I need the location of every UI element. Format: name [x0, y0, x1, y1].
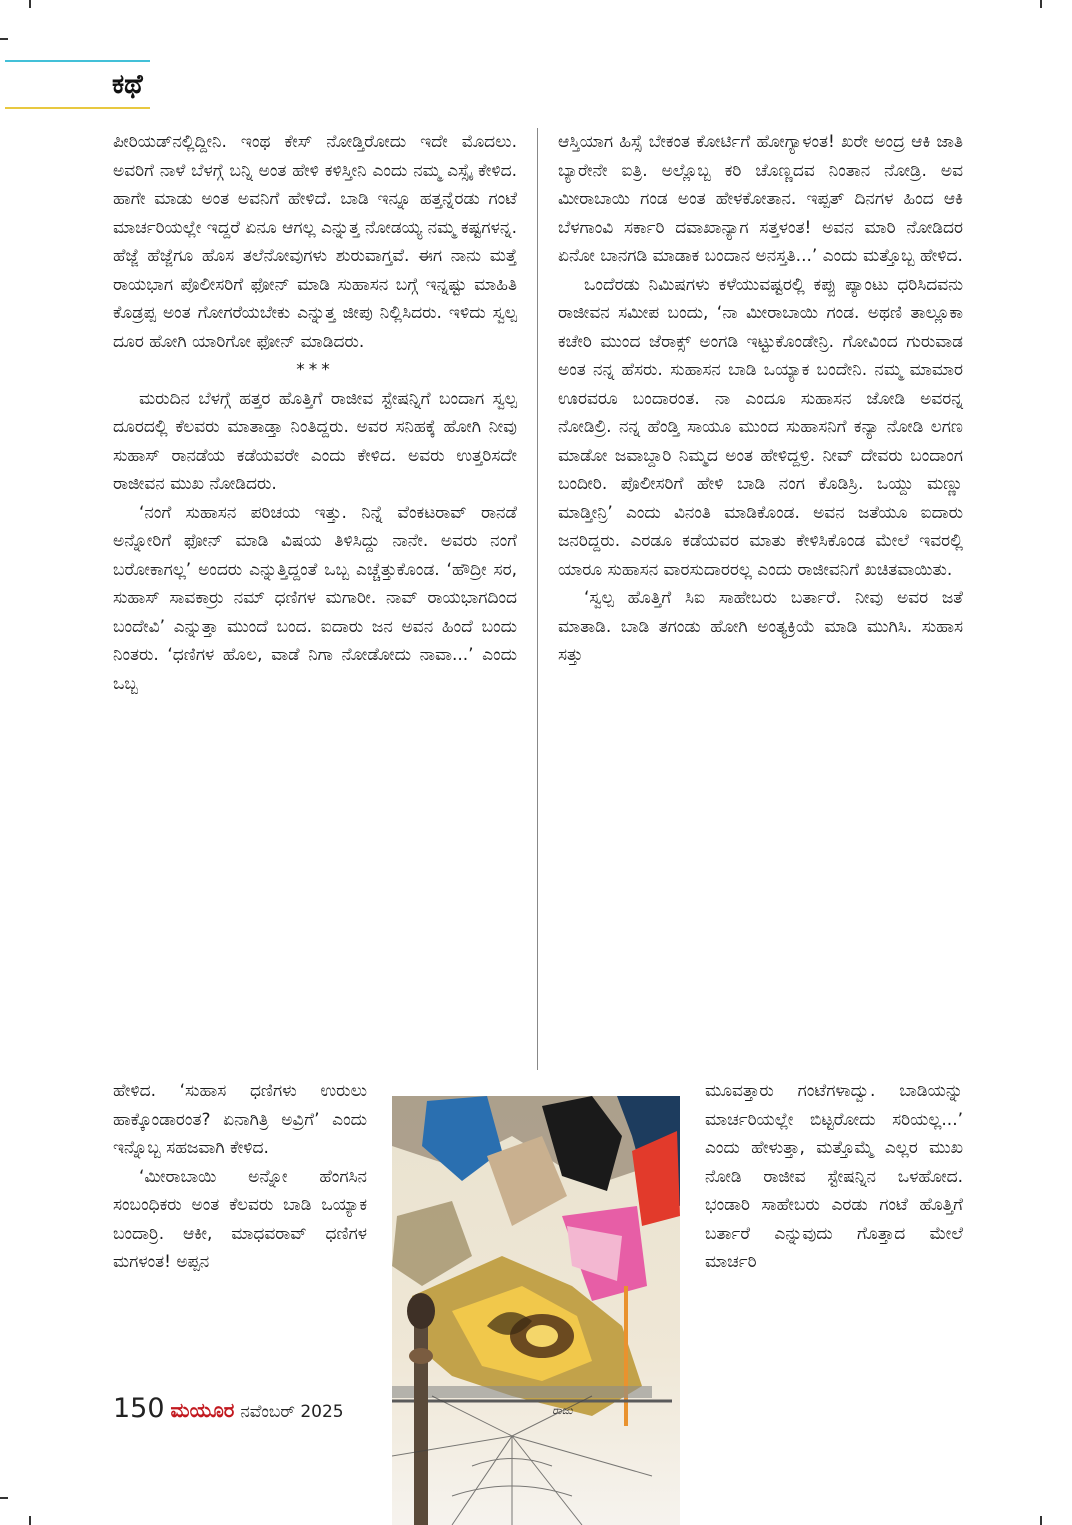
paragraph: ಮರುದಿನ ಬೆಳಗ್ಗೆ ಹತ್ತರ ಹೊತ್ತಿಗೆ ರಾಜೀವ ಸ್ಟೇಷನ್ನಿಗೆ ಬಂದಾಗ ಸ್ವಲ್ಪ ದೂರದಲ್ಲಿ ಕೆಲವರು ಮಾತಾಡ್ತಾ ನಿಂತಿದ್ದರು. ಅವರ ಸನಿಹಕ್ಕೆ ಹೋಗಿ ನೀವು ಸುಹಾಸ್ ರಾನಡೆಯ ಕಡೆಯವರೇ ಎಂದು ಕೇಳಿದ. ಅವರು ಉತ್ತರಿಸದೇ ರಾಜೀವನ ಮುಖ ನೋಡಿದರು.	[113, 388, 517, 494]
paragraph: ‘ಸ್ವಲ್ಪ ಹೊತ್ತಿಗೆ ಸಿಐ ಸಾಹೇಬರು ಬರ್ತಾರೆ. ನೀವು ಅವರ ಜತೆ ಮಾತಾಡಿ. ಬಾಡಿ ತಗಂಡು ಹೋಗಿ ಅಂತ್ಯಕ್ರಿಯೆ ಮಾಡಿ ಮುಗಿಸಿ. ಸುಹಾಸ ಸತ್ತು	[558, 588, 963, 665]
paragraph: ‘ಮೀರಾಬಾಯಿ ಅನ್ನೋ ಹೆಂಗಸಿನ ಸಂಬಂಧಿಕರು ಅಂತ ಕೆಲವರು ಬಾಡಿ ಒಯ್ಯಾಕ ಬಂದಾರ್‍ರಿ. ಆಕೀ, ಮಾಧವರಾವ್ ಧಣಿಗಳ ಮಗಳಂತ! ಅಪ್ಪನ	[113, 1166, 367, 1272]
crop-mark	[0, 38, 8, 40]
paragraph: ಒಂದೆರಡು ನಿಮಿಷಗಳು ಕಳೆಯುವಷ್ಟರಲ್ಲಿ ಕಪ್ಪು ಪ್ಯಾಂಟು ಧರಿಸಿದವನು ರಾಜೀವನ ಸಮೀಪ ಬಂದು, ‘ನಾ ಮೀರಾಬಾಯಿ ಗಂಡ. ಅಥಣಿ ತಾಲ್ಲೂಕಾ ಕಚೇರಿ ಮುಂದ ಜೆರಾಕ್ಸ್ ಅಂಗಡಿ ಇಟ್ಟುಕೊಂಡೇನ್ರಿ. ಗೋವಿಂದ ಗುರುವಾಡ ಅಂತ ನನ್ನ ಹೆಸರು. ಸುಹಾಸನ ಬಾಡಿ ಒಯ್ಯಾಕ ಬಂದೇನಿ. ನಮ್ಮ ಮಾಮಾರ ಊರವರೂ ಬಂದಾರಂತ. ನಾ ಎಂದೂ ಸುಹಾಸನ ಜೋಡಿ ಅವರನ್ನ ನೋಡಿಲ್ರಿ. ನನ್ನ ಹೆಂಡ್ತಿ ಸಾಯೂ ಮುಂದ ಸುಹಾಸನಿಗೆ ಕನ್ಯಾ ನೋಡಿ ಲಗಣ ಮಾಡೋ ಜವಾಬ್ದಾರಿ ನಿಮ್ಮದ ಅಂತ ಹೇಳಿದ್ದಳ್ರಿ. ನೀವ್ ದೇವರು ಬಂದಾಂಗ ಬಂದೀರಿ. ಪೊಲೀಸರಿಗೆ ಹೇಳಿ ಬಾಡಿ ನಂಗ ಕೊಡಿಸ್ರಿ. ಒಯ್ದು ಮಣ್ಣು ಮಾಡ್ತೀನ್ರಿ’ ಎಂದು ವಿನಂತಿ ಮಾಡಿಕೊಂಡ. ಅವನ ಜತೆಯೂ ಐದಾರು ಜನರಿದ್ದರು. ಎರಡೂ ಕಡೆಯವರ ಮಾತು ಕೇಳಿಸಿಕೊಂಡ ಮೇಲೆ ಇವರಲ್ಲಿ ಯಾರೂ ಸುಹಾಸನ ವಾರಸುದಾರರಲ್ಲ ಎಂದು ರಾಜೀವನಿಗೆ ಖಚಿತವಾಯಿತು.	[558, 274, 963, 580]
column-divider	[537, 128, 538, 1070]
paragraph: ಆಸ್ತಿಯಾಗ ಹಿಸ್ಸೆ ಬೇಕಂತ ಕೋರ್ಟಿಗೆ ಹೋಗ್ಯಾಳಂತ! ಖರೇ ಅಂದ್ರ ಆಕಿ ಜಾತಿ ಬ್ಯಾರೇನೇ ಐತ್ರಿ. ಅಲ್ಲೊಬ್ಬ ಕರಿ ಚೊಣ್ಣದವ ನಿಂತಾನ ನೋಡ್ರಿ. ಅವ ಮೀರಾಬಾಯಿ ಗಂಡ ಅಂತ ಹೇಳಕೋತಾನ. ಇಪ್ಪತ್ ದಿನಗಳ ಹಿಂದ ಆಕಿ ಬೆಳಗಾಂವಿ ಸರ್ಕಾರಿ ದವಾಖಾನ್ಯಾಗ ಸತ್ತಳಂತ! ಅವನ ಮಾರಿ ನೋಡಿದರ ಏನೋ ಬಾನಗಡಿ ಮಾಡಾಕ ಬಂದಾನ ಅನಸ್ತತಿ...’ ಎಂದು ಮತ್ತೊಬ್ಬ ಹೇಳಿದ.	[558, 132, 963, 266]
illustration-signature: ರಾಜು	[552, 1404, 573, 1417]
header-rule-top	[5, 60, 150, 62]
paragraph: ಮೂವತ್ತಾರು ಗಂಟೆಗಳಾದ್ವು. ಬಾಡಿಯನ್ನು ಮಾರ್ಚರಿಯಲ್ಲೇ ಬಿಟ್ಟರೋದು ಸರಿಯಲ್ಲ...’ ಎಂದು ಹೇಳುತ್ತಾ, ಮತ್ತೊಮ್ಮೆ ಎಲ್ಲರ ಮುಖ ನೋಡಿ ರಾಜೀವ ಸ್ಟೇಷನ್ನಿನ ಒಳಹೋದ. ಭಂಡಾರಿ ಸಾಹೇಬರು ಎರಡು ಗಂಟೆ ಹೊತ್ತಿಗೆ ಬರ್ತಾರೆ ಎನ್ನುವುದು ಗೊತ್ತಾದ ಮೇಲೆ ಮಾರ್ಚರಿ	[705, 1081, 963, 1272]
paragraph: ಹೇಳಿದ. ‘ಸುಹಾಸ ಧಣಿಗಳು ಉರುಲು ಹಾಕ್ಕೊಂಡಾರಂತ? ಏನಾಗಿತ್ರಿ ಅವ್ರಿಗೆ’ ಎಂದು ಇನ್ನೊಬ್ಬ ಸಹಜವಾಗಿ ಕೇಳಿದ.	[113, 1081, 367, 1158]
magazine-logo: ಮಯೂರ	[170, 1398, 235, 1422]
section-break: ***	[296, 360, 334, 380]
issue-date: ನವೆಂಬರ್ 2025	[240, 1402, 344, 1422]
header-rule-bottom	[5, 107, 150, 109]
paragraph: ಪೀರಿಯಡ್‌ನಲ್ಲಿದ್ದೀನಿ. ಇಂಥ ಕೇಸ್ ನೋಡ್ತಿರೋದು ಇದೇ ಮೊದಲು. ಅವರಿಗೆ ನಾಳೆ ಬೆಳಗ್ಗೆ ಬನ್ನಿ ಅಂತ ಹೇಳಿ ಕಳಿಸ್ತೀನಿ ಎಂದು ನಮ್ಮ ಎಸ್ಸೈ ಕೇಳಿದ. ಹಾಗೇ ಮಾಡು ಅಂತ ಅವನಿಗೆ ಹೇಳಿದೆ. ಬಾಡಿ ಇನ್ನೂ ಹತ್ತನ್ನೆರಡು ಗಂಟೆ ಮಾರ್ಚರಿಯಲ್ಲೇ ಇದ್ದರೆ ಏನೂ ಆಗಲ್ಲ ಎನ್ನುತ್ತ ನೋಡಯ್ಯ ನಮ್ಮ ಕಷ್ಟಗಳನ್ನ. ಹೆಜ್ಜೆ ಹೆಜ್ಜೆಗೂ ಹೊಸ ತಲೆನೋವುಗಳು ಶುರುವಾಗ್ತವೆ. ಈಗ ನಾನು ಮತ್ತೆ ರಾಯಭಾಗ ಪೊಲೀಸರಿಗೆ ಫೋನ್ ಮಾಡಿ ಸುಹಾಸನ ಬಗ್ಗೆ ಇನ್ನಷ್ಟು ಮಾಹಿತಿ ಕೊಡ್ರಪ್ಪ ಅಂತ ಗೋಗರೆಯಬೇಕು ಎನ್ನುತ್ತ ಜೀಪು ನಿಲ್ಲಿಸಿದರು. ಇಳಿದು ಸ್ವಲ್ಪ ದೂರ ಹೋಗಿ ಯಾರಿಗೋ ಫೋನ್ ಮಾಡಿದರು.	[113, 132, 517, 352]
article-column-left	[113, 128, 517, 698]
crop-mark	[29, 1516, 31, 1525]
crop-mark	[1040, 0, 1042, 8]
abstract-painting-illustration	[392, 1096, 680, 1525]
crop-mark	[1040, 1516, 1042, 1525]
crop-mark	[0, 1497, 8, 1499]
section-title: ಕಥೆ	[112, 69, 143, 100]
page-number: 150	[113, 1393, 165, 1424]
article-column-right	[558, 128, 963, 670]
crop-mark	[29, 0, 31, 8]
article-column-bottom-right	[705, 1077, 963, 1277]
page-footer	[113, 1393, 344, 1429]
article-column-bottom-left	[113, 1077, 367, 1277]
paragraph: ‘ನಂಗೆ ಸುಹಾಸನ ಪರಿಚಯ ಇತ್ತು. ನಿನ್ನೆ ವೆಂಕಟರಾವ್ ರಾನಡೆ ಅನ್ನೋರಿಗೆ ಫೋನ್ ಮಾಡಿ ವಿಷಯ ತಿಳಿಸಿದ್ದು ನಾನೇ. ಅವರು ನಂಗೆ ಬರೋಕಾಗಲ್ಲ’ ಅಂದರು ಎನ್ನುತ್ತಿದ್ದಂತೆ ಒಬ್ಬ ಎಚ್ಚೆತ್ತುಕೊಂಡ. ‘ಹೌದ್ರೀ ಸರ, ಸುಹಾಸ್ ಸಾವಕಾರ್‍ರು ನಮ್ ಧಣಿಗಳ ಮಗಾರೀ. ನಾವ್ ರಾಯಭಾಗದಿಂದ ಬಂದೇವಿ’ ಎನ್ನುತ್ತಾ ಮುಂದೆ ಬಂದ. ಐದಾರು ಜನ ಅವನ ಹಿಂದೆ ಬಂದು ನಿಂತರು. ‘ಧಣಿಗಳ ಹೊಲ, ವಾಡೆ ನಿಗಾ ನೋಡೋದು ನಾವಾ...’ ಎಂದು ಒಬ್ಬ	[113, 502, 517, 694]
